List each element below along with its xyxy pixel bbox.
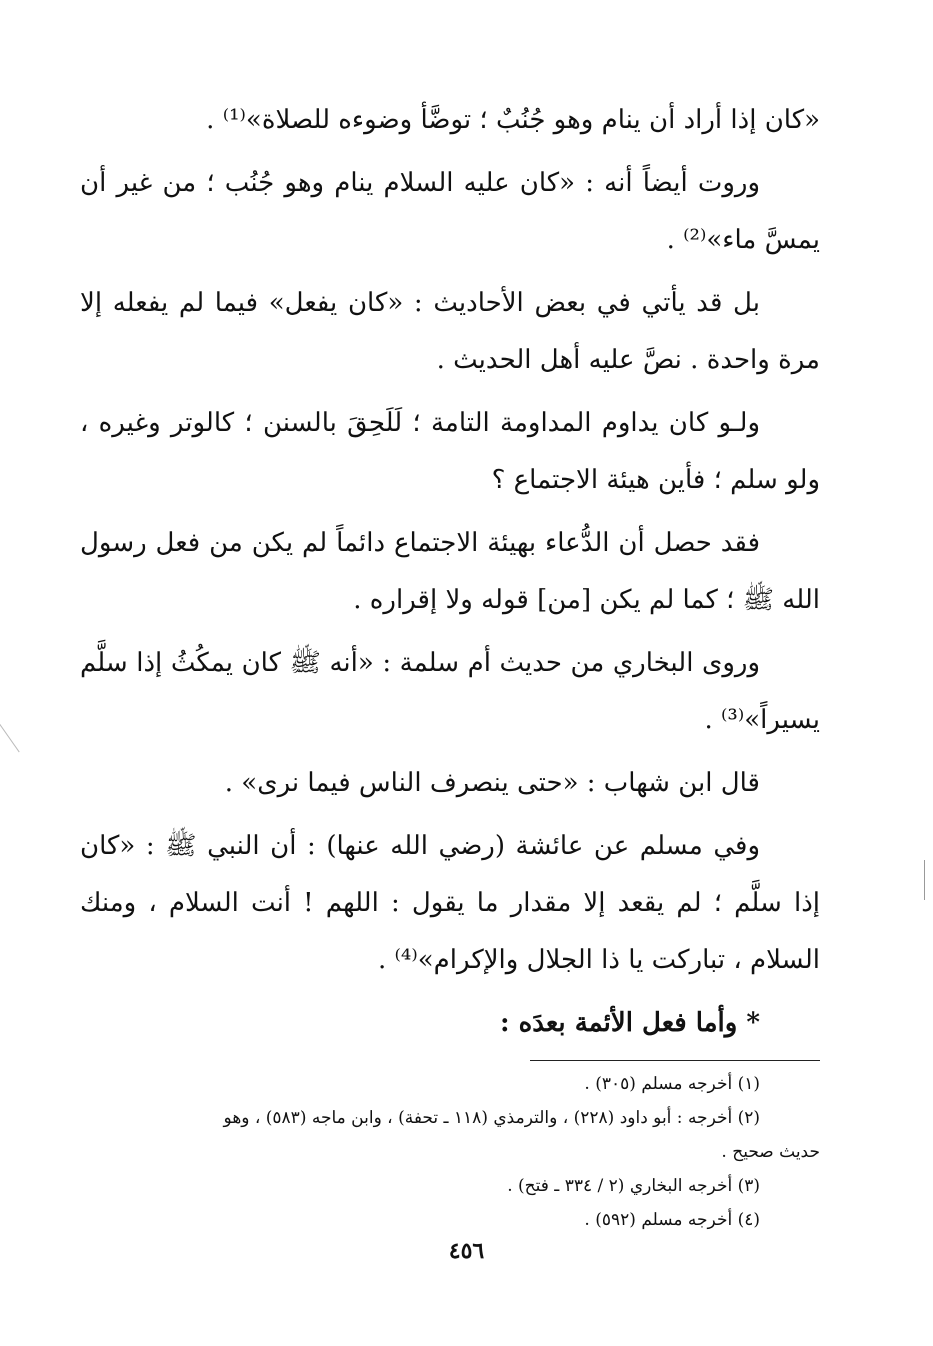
- page-number: ٤٥٦: [448, 1238, 485, 1264]
- footnote-2-continued: حديث صحيح .: [721, 1142, 820, 1162]
- paragraph-7: قال ابن شهاب : «حتى ينصرف الناس فيما نرى» .: [224, 768, 760, 798]
- paragraph-1: «كان إذا أراد أن ينام وهو جُنُبٌ ؛ توضَّأ وضوءه للصلاة»⁽¹⁾ .: [206, 105, 820, 135]
- footnote-2: (٢) أخرجه : أبو داود (٢٢٨) ، والترمذي (١١٨ ـ تحفة) ، وابن ماجه (٥٨٣) ، وهو: [223, 1108, 760, 1128]
- paragraph-3: بل قد يأتي في بعض الأحاديث : «كان يفعل» فيما لم يفعله إلا مرة واحدة . نصَّ عليه أهل الحديث .: [80, 288, 820, 375]
- paragraph-6: وروى البخاري من حديث أم سلمة : «أنه ﷺ كان يمكُثُ إذا سلَّم يسيراً»⁽³⁾ .: [80, 648, 820, 735]
- footnote-1: (١) أخرجه مسلم (٣٠٥) .: [584, 1074, 760, 1094]
- page-body: [80, 92, 820, 1237]
- paragraph-4: ولـو كان يداوم المداومة التامة ؛ لَلَحِقَ بالسنن ؛ كالوتر وغيره ، ولو سلم ؛ فأين هيئة الاجتماع ؟: [80, 408, 820, 495]
- section-heading: * وأما فعل الأئمة بعدَه :: [499, 1008, 760, 1038]
- scan-mark-right: [924, 860, 925, 900]
- scan-mark-left: [0, 719, 20, 757]
- footnote-3: (٣) أخرجه البخاري (٢ / ٣٣٤ ـ فتح) .: [507, 1176, 760, 1196]
- footnote-4: (٤) أخرجه مسلم (٥٩٢) .: [584, 1210, 760, 1230]
- paragraph-2: وروت أيضاً أنه : «كان عليه السلام ينام وهو جُنُب ؛ من غير أن يمسَّ ماء»⁽²⁾ .: [80, 168, 820, 255]
- paragraph-5: فقد حصل أن الدُّعاء بهيئة الاجتماع دائماً لم يكن من فعل رسول الله ﷺ ؛ كما لم يكن [من] قوله ولا إقراره .: [80, 528, 820, 615]
- footnote-divider: [530, 1060, 820, 1061]
- paragraph-8: وفي مسلم عن عائشة (رضي الله عنها) : أن النبي ﷺ : «كان إذا سلَّم ؛ لم يقعد إلا مقدار ما يقول : اللهم ! أنت السلام ، ومنك السلام ، تباركت يا ذا الجلال والإكرام»⁽⁴⁾ .: [80, 831, 820, 975]
